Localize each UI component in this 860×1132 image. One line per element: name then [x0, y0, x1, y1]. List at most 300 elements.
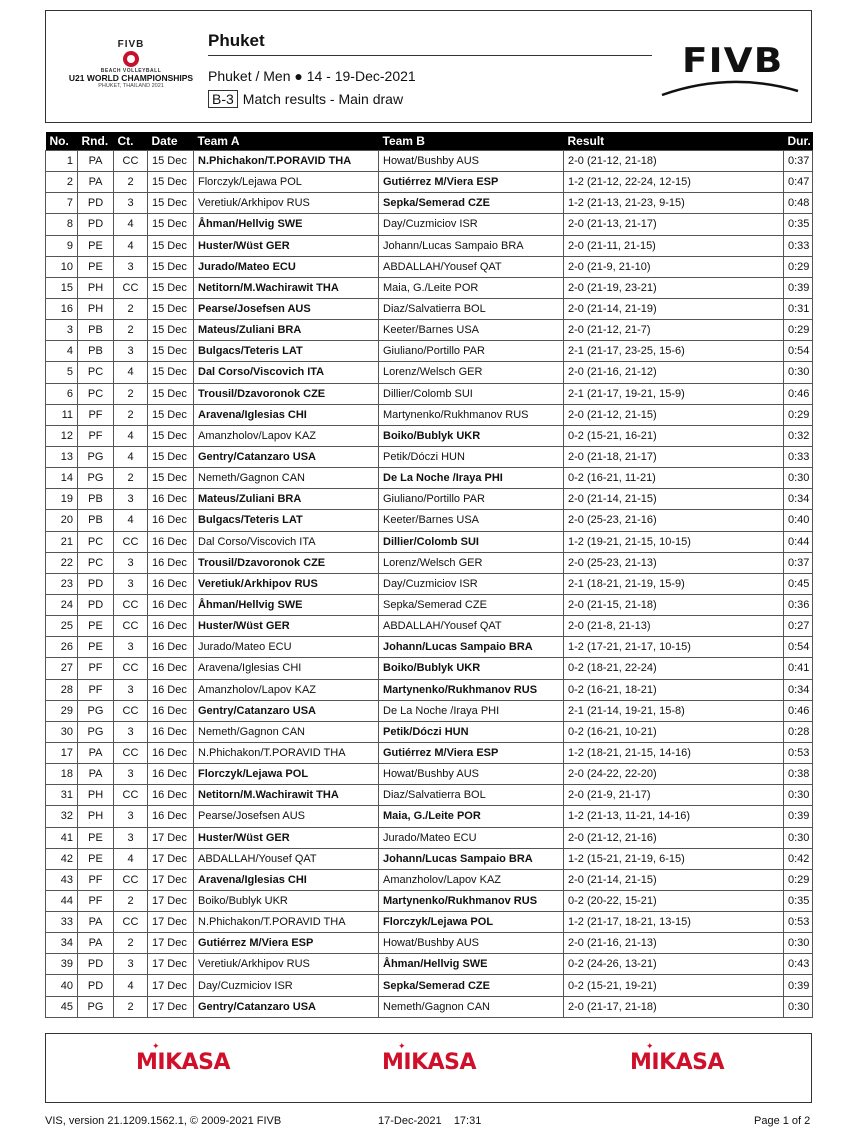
table-row: [46, 869, 813, 890]
table-row: [46, 383, 813, 404]
cell-team-b: Howat/Bushby AUS: [379, 764, 564, 785]
cell-result: 0-2 (16-21, 11-21): [564, 468, 784, 489]
cell-team-a: Veretiuk/Arkhipov RUS: [194, 193, 379, 214]
cell-date: 16 Dec: [148, 510, 194, 531]
cell-duration: 0:48: [784, 193, 813, 214]
cell-team-b: Gutiérrez M/Viera ESP: [379, 172, 564, 193]
sponsor-logo-text: MIKASA: [381, 1050, 477, 1075]
cell-date: 15 Dec: [148, 383, 194, 404]
cell-court: 2: [114, 172, 148, 193]
col-header-round: Rnd.: [78, 132, 114, 151]
cell-no: 17: [46, 742, 78, 763]
cell-round: PB: [78, 510, 114, 531]
table-row: [46, 172, 813, 193]
cell-team-b: Lorenz/Welsch GER: [379, 552, 564, 573]
table-row: [46, 679, 813, 700]
cell-result: 2-0 (21-17, 21-18): [564, 996, 784, 1017]
star-icon: ✦: [398, 1042, 406, 1052]
cell-team-b: ABDALLAH/Yousef QAT: [379, 616, 564, 637]
cell-court: 2: [114, 298, 148, 319]
table-row: [46, 277, 813, 298]
cell-duration: 0:42: [784, 848, 813, 869]
cell-duration: 0:29: [784, 320, 813, 341]
cell-round: PE: [78, 616, 114, 637]
cell-result: 0-2 (15-21, 16-21): [564, 425, 784, 446]
cell-date: 15 Dec: [148, 404, 194, 425]
table-row: [46, 742, 813, 763]
cell-date: 17 Dec: [148, 912, 194, 933]
cell-no: 16: [46, 298, 78, 319]
cell-round: PA: [78, 151, 114, 172]
cell-team-b: ABDALLAH/Yousef QAT: [379, 256, 564, 277]
cell-duration: 0:46: [784, 383, 813, 404]
cell-duration: 0:30: [784, 996, 813, 1017]
cell-team-a: N.Phichakon/T.PORAVID THA: [194, 151, 379, 172]
cell-result: 1-2 (21-13, 21-23, 9-15): [564, 193, 784, 214]
table-row: [46, 954, 813, 975]
cell-round: PG: [78, 468, 114, 489]
cell-duration: 0:33: [784, 446, 813, 467]
cell-duration: 0:40: [784, 510, 813, 531]
cell-round: PF: [78, 658, 114, 679]
cell-result: 0-2 (24-26, 13-21): [564, 954, 784, 975]
cell-date: 16 Dec: [148, 658, 194, 679]
cell-court: 3: [114, 954, 148, 975]
cell-result: 1-2 (21-17, 18-21, 13-15): [564, 912, 784, 933]
cell-team-a: Huster/Wüst GER: [194, 827, 379, 848]
cell-round: PC: [78, 552, 114, 573]
cell-no: 12: [46, 425, 78, 446]
cell-round: PD: [78, 975, 114, 996]
cell-result: 2-0 (21-9, 21-10): [564, 256, 784, 277]
cell-team-a: ABDALLAH/Yousef QAT: [194, 848, 379, 869]
cell-date: 16 Dec: [148, 721, 194, 742]
sponsor-logo: [622, 1042, 732, 1075]
sponsor-logo-text: MIKASA: [135, 1050, 231, 1075]
cell-round: PB: [78, 489, 114, 510]
cell-team-a: Mateus/Zuliani BRA: [194, 489, 379, 510]
table-row: [46, 785, 813, 806]
cell-result: 2-0 (24-22, 22-20): [564, 764, 784, 785]
cell-no: 20: [46, 510, 78, 531]
cell-court: 2: [114, 320, 148, 341]
cell-court: CC: [114, 277, 148, 298]
cell-court: 3: [114, 341, 148, 362]
table-row: [46, 510, 813, 531]
table-row: [46, 214, 813, 235]
cell-result: 2-0 (25-23, 21-13): [564, 552, 784, 573]
cell-date: 15 Dec: [148, 468, 194, 489]
footer-page: Page 1 of 2: [754, 1115, 811, 1127]
cell-team-a: Veretiuk/Arkhipov RUS: [194, 954, 379, 975]
cell-round: PE: [78, 256, 114, 277]
cell-team-b: Maia, G./Leite POR: [379, 806, 564, 827]
cell-team-b: Martynenko/Rukhmanov RUS: [379, 404, 564, 425]
cell-duration: 0:30: [784, 827, 813, 848]
cell-team-b: Boiko/Bublyk UKR: [379, 425, 564, 446]
cell-result: 2-0 (21-18, 21-17): [564, 446, 784, 467]
cell-team-b: Diaz/Salvatierra BOL: [379, 785, 564, 806]
cell-team-a: Florczyk/Lejawa POL: [194, 172, 379, 193]
cell-result: 1-2 (18-21, 21-15, 14-16): [564, 742, 784, 763]
table-row: [46, 531, 813, 552]
cell-team-b: Keeter/Barnes USA: [379, 510, 564, 531]
cell-court: 2: [114, 996, 148, 1017]
table-row: [46, 489, 813, 510]
cell-date: 17 Dec: [148, 869, 194, 890]
sponsor-logo: [128, 1042, 238, 1075]
cell-round: PB: [78, 341, 114, 362]
cell-result: 0-2 (20-22, 15-21): [564, 890, 784, 911]
cell-no: 5: [46, 362, 78, 383]
cell-court: 3: [114, 827, 148, 848]
cell-team-b: Dillier/Colomb SUI: [379, 531, 564, 552]
cell-round: PA: [78, 172, 114, 193]
cell-duration: 0:31: [784, 298, 813, 319]
cell-team-b: Boiko/Bublyk UKR: [379, 658, 564, 679]
cell-date: 15 Dec: [148, 256, 194, 277]
cell-court: 3: [114, 573, 148, 594]
cell-team-a: N.Phichakon/T.PORAVID THA: [194, 912, 379, 933]
cell-round: PE: [78, 827, 114, 848]
cell-team-a: Gutiérrez M/Viera ESP: [194, 933, 379, 954]
cell-duration: 0:35: [784, 214, 813, 235]
table-row: [46, 996, 813, 1017]
cell-team-a: Day/Cuzmiciov ISR: [194, 975, 379, 996]
cell-date: 15 Dec: [148, 320, 194, 341]
cell-court: 3: [114, 721, 148, 742]
cell-duration: 0:30: [784, 785, 813, 806]
col-header-no: No.: [46, 132, 78, 151]
table-row: [46, 827, 813, 848]
event-logo-line3: PHUKET, THAILAND 2021: [98, 83, 164, 89]
cell-round: PC: [78, 383, 114, 404]
cell-no: 21: [46, 531, 78, 552]
cell-date: 17 Dec: [148, 848, 194, 869]
document-name: Match results - Main draw: [242, 91, 404, 107]
cell-duration: 0:32: [784, 425, 813, 446]
cell-no: 9: [46, 235, 78, 256]
cell-result: 0-2 (16-21, 18-21): [564, 679, 784, 700]
cell-date: 16 Dec: [148, 806, 194, 827]
cell-round: PE: [78, 637, 114, 658]
cell-result: 2-0 (21-14, 21-15): [564, 489, 784, 510]
cell-team-b: Maia, G./Leite POR: [379, 277, 564, 298]
col-header-team-b: Team B: [379, 132, 564, 151]
table-row: [46, 320, 813, 341]
cell-result: 2-0 (21-12, 21-15): [564, 404, 784, 425]
table-row: [46, 658, 813, 679]
cell-team-a: Florczyk/Lejawa POL: [194, 764, 379, 785]
cell-court: 2: [114, 890, 148, 911]
cell-date: 15 Dec: [148, 172, 194, 193]
table-row: [46, 235, 813, 256]
table-row: [46, 151, 813, 172]
cell-court: CC: [114, 151, 148, 172]
cell-team-b: Petik/Dóczi HUN: [379, 721, 564, 742]
cell-team-b: Martynenko/Rukhmanov RUS: [379, 890, 564, 911]
col-header-team-a: Team A: [194, 132, 379, 151]
table-row: [46, 193, 813, 214]
cell-result: 2-0 (21-8, 21-13): [564, 616, 784, 637]
col-header-court: Ct.: [114, 132, 148, 151]
cell-team-b: De La Noche /Iraya PHI: [379, 468, 564, 489]
cell-no: 28: [46, 679, 78, 700]
cell-date: 16 Dec: [148, 742, 194, 763]
cell-team-a: Boiko/Bublyk UKR: [194, 890, 379, 911]
cell-team-b: Diaz/Salvatierra BOL: [379, 298, 564, 319]
col-header-result: Result: [564, 132, 784, 151]
cell-duration: 0:54: [784, 341, 813, 362]
cell-round: PF: [78, 890, 114, 911]
cell-duration: 0:39: [784, 806, 813, 827]
cell-team-a: N.Phichakon/T.PORAVID THA: [194, 742, 379, 763]
col-header-date: Date: [148, 132, 194, 151]
cell-team-a: Nemeth/Gagnon CAN: [194, 468, 379, 489]
cell-team-b: Day/Cuzmiciov ISR: [379, 214, 564, 235]
cell-team-b: Åhman/Hellvig SWE: [379, 954, 564, 975]
cell-no: 39: [46, 954, 78, 975]
cell-no: 26: [46, 637, 78, 658]
cell-result: 2-0 (21-12, 21-16): [564, 827, 784, 848]
cell-round: PB: [78, 320, 114, 341]
cell-result: 2-0 (21-12, 21-7): [564, 320, 784, 341]
cell-no: 42: [46, 848, 78, 869]
cell-round: PA: [78, 933, 114, 954]
cell-team-b: Nemeth/Gagnon CAN: [379, 996, 564, 1017]
cell-team-a: Nemeth/Gagnon CAN: [194, 721, 379, 742]
cell-date: 15 Dec: [148, 425, 194, 446]
title-divider: [208, 55, 652, 56]
cell-duration: 0:44: [784, 531, 813, 552]
document-header: [45, 10, 812, 123]
cell-date: 17 Dec: [148, 890, 194, 911]
document-title: [208, 91, 403, 107]
cell-no: 43: [46, 869, 78, 890]
table-row: [46, 912, 813, 933]
cell-no: 34: [46, 933, 78, 954]
cell-no: 24: [46, 594, 78, 615]
cell-no: 29: [46, 700, 78, 721]
sponsor-banner: [45, 1033, 812, 1103]
cell-court: 4: [114, 214, 148, 235]
cell-date: 17 Dec: [148, 975, 194, 996]
cell-team-b: Amanzholov/Lapov KAZ: [379, 869, 564, 890]
cell-round: PF: [78, 425, 114, 446]
cell-date: 15 Dec: [148, 277, 194, 298]
cell-date: 15 Dec: [148, 151, 194, 172]
cell-no: 31: [46, 785, 78, 806]
cell-result: 0-2 (16-21, 10-21): [564, 721, 784, 742]
cell-no: 22: [46, 552, 78, 573]
cell-round: PA: [78, 912, 114, 933]
cell-round: PG: [78, 700, 114, 721]
table-row: [46, 446, 813, 467]
cell-court: 2: [114, 383, 148, 404]
cell-team-a: Gentry/Catanzaro USA: [194, 700, 379, 721]
cell-court: 3: [114, 637, 148, 658]
cell-team-a: Dal Corso/Viscovich ITA: [194, 362, 379, 383]
table-row: [46, 975, 813, 996]
table-row: [46, 468, 813, 489]
cell-court: CC: [114, 700, 148, 721]
cell-duration: 0:30: [784, 468, 813, 489]
cell-team-a: Bulgacs/Teteris LAT: [194, 510, 379, 531]
cell-round: PF: [78, 869, 114, 890]
star-icon: ✦: [646, 1042, 654, 1052]
cell-duration: 0:39: [784, 975, 813, 996]
cell-round: PC: [78, 531, 114, 552]
cell-no: 41: [46, 827, 78, 848]
footer-datetime: 17-Dec-2021 17:31: [378, 1115, 482, 1127]
volleyball-icon: [123, 51, 139, 67]
cell-no: 40: [46, 975, 78, 996]
cell-no: 4: [46, 341, 78, 362]
cell-result: 2-1 (21-17, 19-21, 15-9): [564, 383, 784, 404]
cell-team-b: Petik/Dóczi HUN: [379, 446, 564, 467]
cell-round: PH: [78, 785, 114, 806]
cell-date: 16 Dec: [148, 679, 194, 700]
cell-court: 2: [114, 404, 148, 425]
cell-duration: 0:36: [784, 594, 813, 615]
table-row: [46, 573, 813, 594]
cell-team-b: Martynenko/Rukhmanov RUS: [379, 679, 564, 700]
cell-no: 6: [46, 383, 78, 404]
cell-round: PG: [78, 446, 114, 467]
cell-date: 15 Dec: [148, 193, 194, 214]
cell-team-b: Howat/Bushby AUS: [379, 151, 564, 172]
cell-team-b: Keeter/Barnes USA: [379, 320, 564, 341]
sponsor-logo-text: MIKASA: [629, 1050, 725, 1075]
cell-round: PD: [78, 594, 114, 615]
cell-result: 2-0 (21-16, 21-13): [564, 933, 784, 954]
table-row: [46, 256, 813, 277]
cell-no: 45: [46, 996, 78, 1017]
cell-duration: 0:35: [784, 890, 813, 911]
cell-duration: 0:30: [784, 933, 813, 954]
cell-no: 33: [46, 912, 78, 933]
cell-court: 4: [114, 446, 148, 467]
cell-team-b: Day/Cuzmiciov ISR: [379, 573, 564, 594]
cell-date: 16 Dec: [148, 573, 194, 594]
cell-court: 2: [114, 468, 148, 489]
cell-team-a: Huster/Wüst GER: [194, 235, 379, 256]
cell-result: 2-0 (21-9, 21-17): [564, 785, 784, 806]
cell-duration: 0:29: [784, 404, 813, 425]
cell-result: 2-1 (21-17, 23-25, 15-6): [564, 341, 784, 362]
cell-date: 15 Dec: [148, 235, 194, 256]
cell-team-b: Gutiérrez M/Viera ESP: [379, 742, 564, 763]
cell-team-b: Giuliano/Portillo PAR: [379, 341, 564, 362]
cell-result: 2-0 (21-14, 21-19): [564, 298, 784, 319]
cell-court: CC: [114, 912, 148, 933]
cell-team-a: Jurado/Mateo ECU: [194, 256, 379, 277]
cell-round: PA: [78, 742, 114, 763]
cell-date: 16 Dec: [148, 637, 194, 658]
cell-date: 15 Dec: [148, 341, 194, 362]
table-row: [46, 933, 813, 954]
cell-round: PG: [78, 996, 114, 1017]
cell-no: 27: [46, 658, 78, 679]
cell-result: 2-0 (21-19, 23-21): [564, 277, 784, 298]
cell-result: 1-2 (21-12, 22-24, 12-15): [564, 172, 784, 193]
cell-duration: 0:43: [784, 954, 813, 975]
cell-court: CC: [114, 742, 148, 763]
cell-result: 1-2 (21-13, 11-21, 14-16): [564, 806, 784, 827]
table-row: [46, 552, 813, 573]
cell-court: CC: [114, 531, 148, 552]
cell-no: 10: [46, 256, 78, 277]
cell-no: 15: [46, 277, 78, 298]
table-row: [46, 341, 813, 362]
event-subtitle: Phuket / Men ● 14 - 19-Dec-2021: [208, 68, 416, 84]
table-row: [46, 721, 813, 742]
cell-round: PD: [78, 214, 114, 235]
table-row: [46, 594, 813, 615]
cell-duration: 0:47: [784, 172, 813, 193]
cell-round: PE: [78, 848, 114, 869]
table-row: [46, 425, 813, 446]
cell-team-a: Bulgacs/Teteris LAT: [194, 341, 379, 362]
cell-team-a: Gentry/Catanzaro USA: [194, 446, 379, 467]
cell-court: 3: [114, 193, 148, 214]
cell-round: PA: [78, 764, 114, 785]
cell-round: PH: [78, 277, 114, 298]
cell-round: PF: [78, 679, 114, 700]
cell-court: CC: [114, 594, 148, 615]
cell-no: 25: [46, 616, 78, 637]
cell-team-b: Sepka/Semerad CZE: [379, 594, 564, 615]
cell-court: 3: [114, 764, 148, 785]
cell-team-a: Åhman/Hellvig SWE: [194, 594, 379, 615]
document-code: B-3: [208, 90, 238, 108]
cell-result: 2-0 (21-13, 21-17): [564, 214, 784, 235]
cell-round: PC: [78, 362, 114, 383]
cell-court: CC: [114, 869, 148, 890]
cell-duration: 0:37: [784, 552, 813, 573]
cell-result: 2-1 (18-21, 21-19, 15-9): [564, 573, 784, 594]
cell-team-b: Giuliano/Portillo PAR: [379, 489, 564, 510]
cell-result: 0-2 (18-21, 22-24): [564, 658, 784, 679]
cell-date: 17 Dec: [148, 827, 194, 848]
star-icon: ✦: [152, 1042, 160, 1052]
cell-round: PH: [78, 806, 114, 827]
cell-date: 16 Dec: [148, 700, 194, 721]
cell-team-a: Netitorn/M.Wachirawit THA: [194, 785, 379, 806]
cell-team-b: Johann/Lucas Sampaio BRA: [379, 848, 564, 869]
results-body: [46, 151, 813, 1018]
table-row: [46, 637, 813, 658]
table-row: [46, 700, 813, 721]
cell-no: 19: [46, 489, 78, 510]
cell-date: 15 Dec: [148, 298, 194, 319]
cell-duration: 0:46: [784, 700, 813, 721]
cell-team-b: De La Noche /Iraya PHI: [379, 700, 564, 721]
cell-court: CC: [114, 616, 148, 637]
cell-result: 2-0 (21-14, 21-15): [564, 869, 784, 890]
table-header-row: [46, 132, 813, 151]
cell-team-a: Aravena/Iglesias CHI: [194, 658, 379, 679]
cell-duration: 0:41: [784, 658, 813, 679]
cell-court: 4: [114, 848, 148, 869]
cell-court: 4: [114, 425, 148, 446]
cell-duration: 0:27: [784, 616, 813, 637]
cell-court: 3: [114, 806, 148, 827]
cell-result: 1-2 (19-21, 21-15, 10-15): [564, 531, 784, 552]
cell-team-a: Huster/Wüst GER: [194, 616, 379, 637]
table-row: [46, 890, 813, 911]
cell-no: 32: [46, 806, 78, 827]
